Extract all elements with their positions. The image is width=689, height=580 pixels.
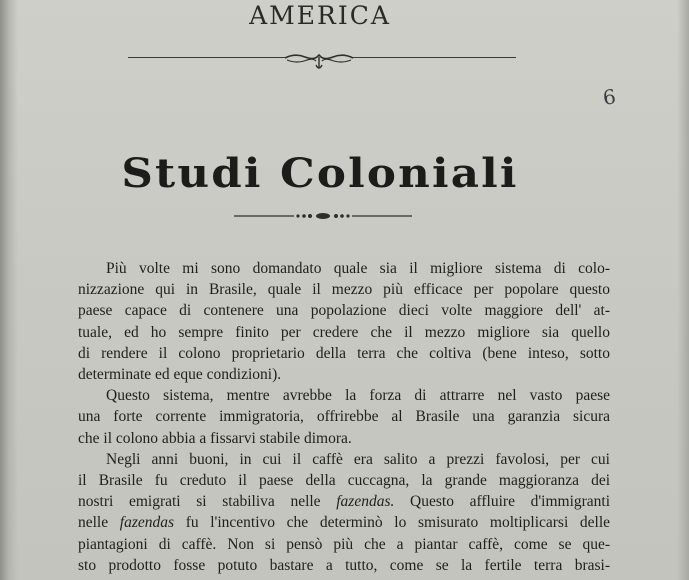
text-line: sto prodotto fosse potuto bastare a tutto, come se la fertile terra brasi-: [78, 556, 610, 574]
page-gutter-shadow: [0, 0, 18, 580]
text-run: Questo affluire d'immigranti: [410, 493, 611, 511]
page-edge-shadow: [677, 0, 689, 580]
text-run: nelle: [78, 514, 109, 532]
header-ornament: [283, 48, 355, 72]
text-line: una forte corrente immigratoria, offrirebbe al Brasile una garanzia sicura: [78, 408, 610, 426]
title-ornament: [234, 208, 412, 224]
italic-term: fazendas.: [336, 493, 395, 511]
text-line: che il colono abbia a fissarvi stabile dimora.: [78, 429, 352, 447]
text-run: fu l'incentivo che determinò lo smisurato moltiplicarsi delle: [185, 514, 611, 532]
header-rule-right: [353, 57, 516, 58]
text-line: [78, 491, 610, 512]
text-line: nizzazione qui in Brasile, quale il mezzo più efficace per popolare questo: [78, 281, 610, 299]
handwritten-page-mark: 6: [601, 84, 618, 110]
italic-term: fazendas: [119, 514, 175, 532]
text-line: paese capace di contenere una popolazione dieci volte maggiore dell' at-: [78, 302, 610, 320]
article-body: [78, 258, 610, 576]
text-line: tuale, ed ho sempre finito per credere che il mezzo migliore sia quello: [78, 323, 610, 341]
text-line: il Brasile fu creduto il paese della cuccagna, la grande maggioranza dei: [78, 472, 610, 490]
text-line: Più volte mi sono domandato quale sia il migliore sistema di colo-: [106, 260, 610, 277]
article-title: Studi Coloniali: [121, 150, 519, 197]
running-head: AMERICA: [249, 1, 391, 30]
text-line: determinate ed eque condizioni).: [78, 366, 282, 384]
text-line: Negli anni buoni, in cui il caffè era salito a prezzi favolosi, per cui: [106, 450, 610, 468]
text-line: Questo sistema, mentre avrebbe la forza di attrarre nel vasto paese: [106, 387, 610, 405]
text-line: piantagioni di caffè. Non si pensò più che a piantar caffè, come se que-: [78, 535, 610, 553]
text-line: di rendere il colono proprietario della terra che coltiva (bene inteso, sotto: [78, 344, 610, 362]
text-line: [78, 512, 610, 533]
header-rule-left: [128, 57, 285, 58]
text-run: nostri emigrati si stabiliva nelle: [78, 493, 321, 511]
